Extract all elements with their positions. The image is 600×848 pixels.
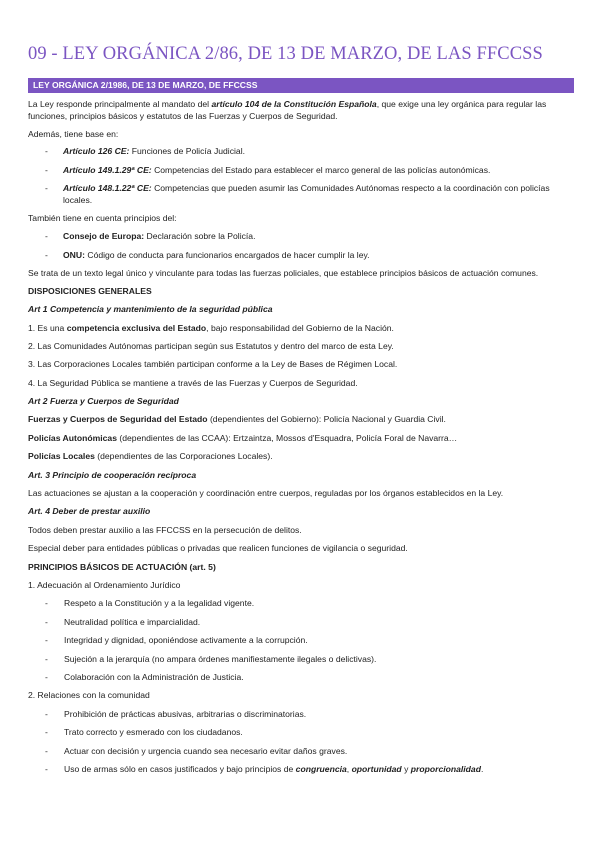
list-item: - Colaboración con la Administración de Justicia.	[28, 672, 576, 684]
list-item: - Neutralidad política e imparcialidad.	[28, 617, 576, 629]
principles-subheading: 2. Relaciones con la comunidad	[28, 690, 150, 701]
art2-text: (dependientes de las Corporaciones Locales).	[94, 451, 273, 462]
list-item	[28, 165, 576, 177]
list-item	[28, 231, 576, 243]
list-sep: .	[480, 763, 484, 774]
page-title: 09 - LEY ORGÁNICA 2/86, DE 13 DE MARZO, DE LAS FFCCSS	[28, 44, 543, 64]
list-text: Funciones de Policía Judicial.	[129, 146, 245, 157]
intro-text-cont: , que exige una ley orgánica para regular las funciones, principios básicos y estatutos de las Fuerzas y Cuerpos de Seguridad.	[28, 99, 547, 121]
art1-heading: Art 1 Competencia y mantenimiento de la seguridad pública	[28, 304, 273, 315]
list-item: - Actuar con decisión y urgencia cuando sea necesario evitar daños graves.	[28, 746, 576, 758]
intro-emphasis: artículo 104 de la Constitución Española	[211, 99, 377, 109]
list-item: - Prohibición de prácticas abusivas, arbitrarias o discriminatorias.	[28, 709, 576, 721]
base-intro: Además, tiene base en:	[28, 128, 119, 139]
list-item: - Sujeción a la jerarquía (no ampara órdenes manifiestamente ilegales o delictivas).	[28, 654, 576, 666]
list-text: Competencias que pueden asumir las Comunidades Autónomas respecto a la coordinación con policías locales.	[63, 183, 550, 205]
art4-heading: Art. 4 Deber de prestar auxilio	[28, 506, 151, 517]
art2-term: Fuerzas y Cuerpos de Seguridad del Estado	[28, 414, 208, 425]
list-emphasis: oportunidad	[351, 763, 402, 774]
art1-item	[28, 323, 576, 335]
intro-text: La Ley responde principalmente al mandato del	[28, 99, 212, 109]
art2-text: (dependientes del Gobierno): Policía Nacional y Guardia Civil.	[207, 414, 446, 425]
art2-term: Policías Autonómicas	[28, 432, 117, 443]
general-heading: DISPOSICIONES GENERALES	[28, 285, 152, 296]
art2-item	[28, 451, 576, 463]
list-term: Artículo 126 CE:	[63, 146, 130, 157]
list-text: Declaración sobre la Policía.	[144, 231, 256, 242]
art2-term: Policías Locales	[28, 451, 95, 462]
art1-text-cont: , bajo responsabilidad del Gobierno de la Nación.	[206, 322, 394, 333]
document-body	[28, 99, 576, 782]
art2-item	[28, 433, 576, 445]
list-item: - Integridad y dignidad, oponiéndose activamente a la corrupción.	[28, 635, 576, 647]
list-emphasis: congruencia	[295, 763, 347, 774]
list-term: Artículo 148.1.22ª CE:	[63, 183, 152, 194]
list-text: Código de conducta para funcionarios encargados de hacer cumplir la ley.	[84, 249, 370, 260]
principles-heading: PRINCIPIOS BÁSICOS DE ACTUACIÓN (art. 5)	[28, 561, 216, 572]
art1-text: 1. Es una	[28, 322, 67, 333]
principles-subheading: 1. Adecuación al Ordenamiento Jurídico	[28, 579, 181, 590]
art2-text: (dependientes de las CCAA): Ertzaintza, Mossos d'Esquadra, Policía Foral de Navarra…	[116, 432, 458, 443]
art1-item: 3. Las Corporaciones Locales también participan conforme a la Ley de Bases de Régimen Local.	[28, 359, 398, 370]
art4-text: Especial deber para entidades públicas o privadas que realicen funciones de vigilancia o seguridad.	[28, 543, 408, 554]
list-item	[28, 764, 576, 776]
list-text: Competencias del Estado para establecer el marco general de las policías autonómicas.	[151, 164, 491, 175]
art4-text: Todos deben prestar auxilio a las FFCCSS en la persecución de delitos.	[28, 524, 302, 535]
list-text: Uso de armas sólo en casos justificados y bajo principios de	[64, 763, 296, 774]
list-term: Consejo de Europa:	[63, 231, 145, 242]
art1-bold: competencia exclusiva del Estado	[66, 322, 207, 333]
art3-heading: Art. 3 Principio de cooperación recíproca	[28, 469, 197, 480]
list-emphasis: proporcionalidad	[410, 763, 481, 774]
list-item	[28, 146, 576, 158]
art1-item: 4. La Seguridad Pública se mantiene a través de las Fuerzas y Cuerpos de Seguridad.	[28, 377, 358, 388]
summary-paragraph: Se trata de un texto legal único y vinculante para todas las fuerzas policiales, que establece principios básicos de actuación comunes.	[28, 267, 539, 278]
list-sep: ,	[346, 763, 352, 774]
list-sep: y	[401, 763, 411, 774]
list-item: - Trato correcto y esmerado con los ciudadanos.	[28, 727, 576, 739]
art1-item: 2. Las Comunidades Autónomas participan según sus Estatutos y dentro del marco de esta Ley.	[28, 340, 394, 351]
principles-intro: También tiene en cuenta principios del:	[28, 213, 177, 224]
section-banner: LEY ORGÁNICA 2/1986, DE 13 DE MARZO, DE FFCCSS	[28, 78, 574, 93]
art2-heading: Art 2 Fuerza y Cuerpos de Seguridad	[28, 396, 179, 407]
intro-paragraph	[28, 99, 576, 123]
art2-item	[28, 414, 576, 426]
list-term: ONU:	[63, 249, 85, 260]
list-item	[28, 183, 576, 207]
art3-text: Las actuaciones se ajustan a la cooperación y coordinación entre cuerpos, reguladas por los órganos establecidos en la Ley.	[28, 488, 504, 499]
list-term: Artículo 149.1.29ª CE:	[63, 164, 152, 175]
list-item	[28, 250, 576, 262]
list-item: - Respeto a la Constitución y a la legalidad vigente.	[28, 598, 576, 610]
